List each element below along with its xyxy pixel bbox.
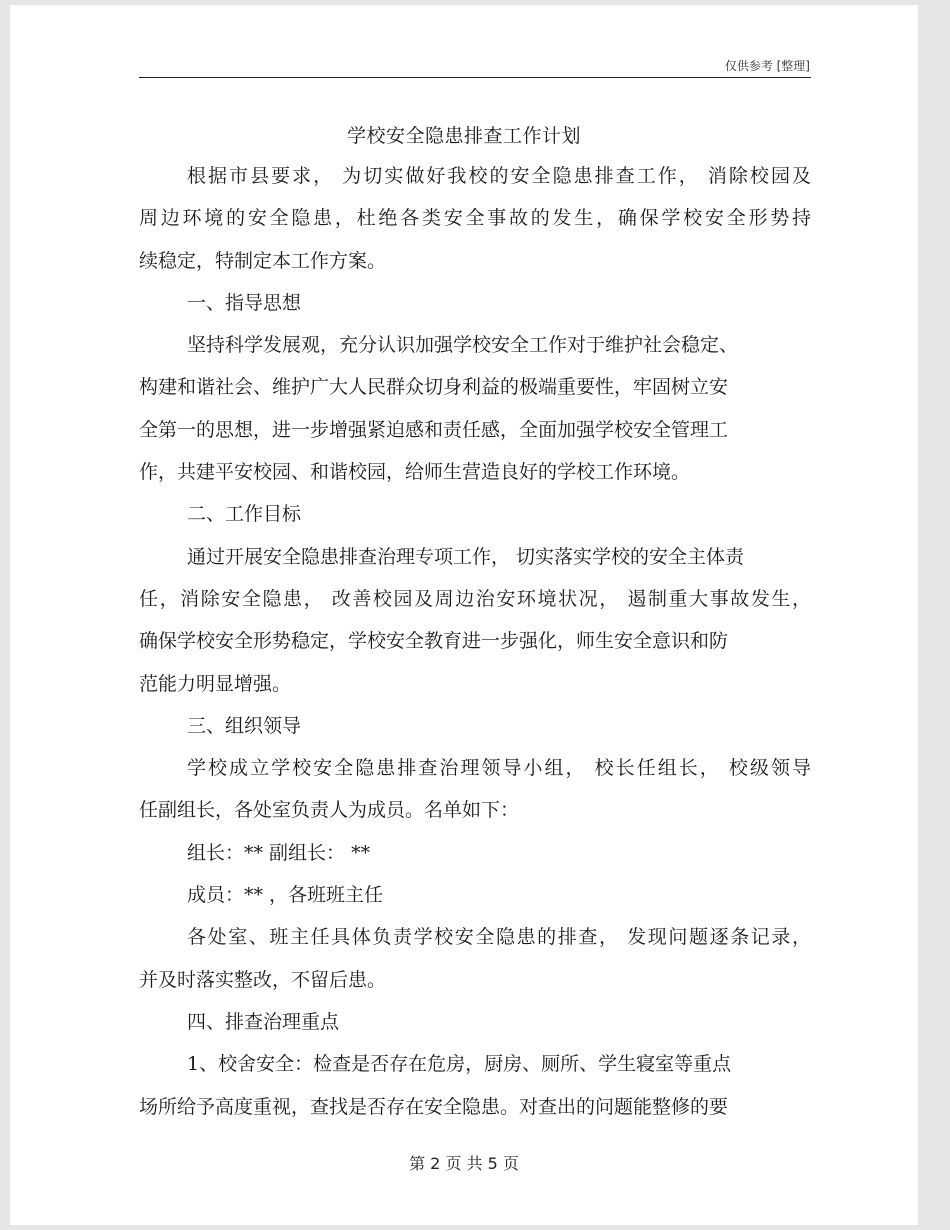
section-heading: 二、工作目标 [187,503,302,526]
section-heading: 四、排查治理重点 [187,1010,340,1033]
body-line: 任，消除安全隐患， 改善校园及周边治安环境状况， 遏制重大事故发生， [139,587,811,610]
body-line: 全第一的思想，进一步增强紧迫感和责任感，全面加强学校安全管理工 [139,418,729,441]
body-line: 并及时落实整改，不留后患。 [139,968,387,991]
document-body [139,155,811,1128]
body-line: 构建和谐社会、维护广大人民群众切身利益的极端重要性，牢固树立安 [139,376,729,399]
document-title: 学校安全隐患排查工作计划 [346,125,581,147]
body-line: 确保学校安全形势稳定，学校安全教育进一步强化，师生安全意识和防 [139,630,729,653]
body-line: 坚持科学发展观，充分认识加强学校安全工作对于维护社会稳定、 [187,334,739,357]
body-line: 通过开展安全隐患排查治理专项工作， 切实落实学校的安全主体责 [187,545,745,568]
section-heading: 一、指导思想 [187,291,302,314]
body-line: 成员：** ，各班班主任 [187,884,384,907]
body-line: 组长：** 副组长： ** [187,841,371,864]
header-rule [139,77,811,78]
body-line: 范能力明显增强。 [139,672,292,695]
body-line: 1、校舍安全：检查是否存在危房，厨房、厕所、学生寝室等重点 [187,1053,732,1076]
body-line: 作，共建平安校园、和谐校园，给师生营造良好的学校工作环境。 [139,461,691,484]
body-line: 根据市县要求， 为切实做好我校的安全隐患排查工作， 消除校园及 [187,165,811,187]
body-line: 续稳定，特制定本工作方案。 [139,249,387,272]
section-heading: 三、组织领导 [187,714,302,737]
body-line: 学校成立学校安全隐患排查治理领导小组， 校长任组长， 校级领导 [187,757,811,780]
body-line: 各处室、班主任具体负责学校安全隐患的排查， 发现问题逐条记录， [187,926,811,949]
body-line: 场所给予高度重视，查找是否存在安全隐患。对查出的问题能整修的要 [139,1095,729,1118]
body-line: 任副组长，各处室负责人为成员。名单如下： [139,799,520,822]
page-number: 第 2 页 共 5 页 [409,1154,519,1173]
body-line: 周边环境的安全隐患，杜绝各类安全事故的发生，确保学校安全形势持 [139,207,811,230]
document-page [10,5,918,1225]
header-note: 仅供参考 [整理] [724,59,810,73]
